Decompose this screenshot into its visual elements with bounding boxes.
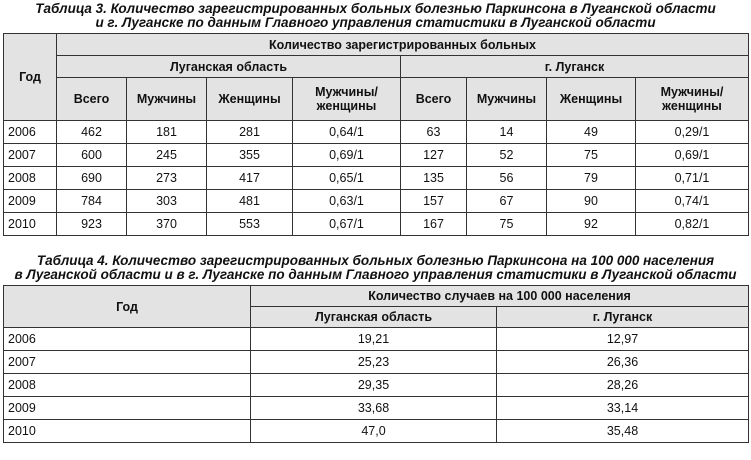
table3-value-cell: 0,82/1 (636, 213, 749, 236)
table3-value-cell: 127 (401, 144, 467, 167)
table4-year-cell: 2006 (4, 328, 251, 351)
table4-value-cell: 47,0 (251, 420, 497, 443)
table4-row (4, 328, 749, 351)
table3-value-cell: 67 (467, 190, 547, 213)
table3-value-cell: 167 (401, 213, 467, 236)
table4-year-cell: 2007 (4, 351, 251, 374)
table4-year-header: Год (4, 286, 251, 328)
table3-column-header: Мужчины (467, 78, 547, 121)
table3-value-cell: 0,69/1 (293, 144, 401, 167)
table3-value-cell: 417 (207, 167, 293, 190)
table3-row (4, 144, 749, 167)
table3-value-cell: 784 (57, 190, 127, 213)
table3-value-cell: 281 (207, 121, 293, 144)
table3-value-cell: 181 (127, 121, 207, 144)
table3-value-cell: 600 (57, 144, 127, 167)
table3-value-cell: 923 (57, 213, 127, 236)
table3-year-cell: 2010 (4, 213, 57, 236)
table3-value-cell: 0,65/1 (293, 167, 401, 190)
table3-value-cell: 690 (57, 167, 127, 190)
table3-value-cell: 0,29/1 (636, 121, 749, 144)
table3-value-cell: 63 (401, 121, 467, 144)
table3-value-cell: 56 (467, 167, 547, 190)
table3-value-cell: 52 (467, 144, 547, 167)
table4 (3, 285, 749, 443)
table4-value-cell: 29,35 (251, 374, 497, 397)
table3-row (4, 121, 749, 144)
table3-column-header: Мужчины (127, 78, 207, 121)
table3-value-cell: 245 (127, 144, 207, 167)
table3-value-cell: 0,69/1 (636, 144, 749, 167)
table4-caption-line2: в Луганской области и в г. Луганске по данным Главного управления статистики в Луганской области (14, 267, 737, 282)
table3-region-header: Луганская область (57, 56, 401, 78)
table4-year-cell: 2009 (4, 397, 251, 420)
table4-value-cell: 25,23 (251, 351, 497, 374)
table4-value-cell: 35,48 (497, 420, 749, 443)
table3-city-header: г. Луганск (401, 56, 749, 78)
table3-value-cell: 0,64/1 (293, 121, 401, 144)
table3-value-cell: 0,63/1 (293, 190, 401, 213)
table3-column-header: Всего (401, 78, 467, 121)
table3-caption-line2: и г. Луганске по данным Главного управления статистики в Луганской области (95, 15, 656, 30)
table4-row (4, 397, 749, 420)
table4-row (4, 420, 749, 443)
table3-value-cell: 0,74/1 (636, 190, 749, 213)
table3-value-cell: 355 (207, 144, 293, 167)
table3-year-cell: 2009 (4, 190, 57, 213)
table3-body (4, 121, 749, 236)
table4-value-cell: 12,97 (497, 328, 749, 351)
table3-year-cell: 2007 (4, 144, 57, 167)
table3-value-cell: 75 (547, 144, 636, 167)
table3-value-cell: 0,67/1 (293, 213, 401, 236)
table3-column-header: Всего (57, 78, 127, 121)
table3-year-cell: 2006 (4, 121, 57, 144)
table4-group-header: Количество случаев на 100 000 населения (251, 286, 749, 307)
table4-caption-line1: Таблица 4. Количество зарегистрированных больных болезнью Паркинсона на 100 000 населения (36, 253, 715, 268)
table3-year-header: Год (4, 34, 57, 121)
table3-value-cell: 553 (207, 213, 293, 236)
table3-value-cell: 273 (127, 167, 207, 190)
table3-year-cell: 2008 (4, 167, 57, 190)
table3-value-cell: 303 (127, 190, 207, 213)
table4-value-cell: 33,14 (497, 397, 749, 420)
table3-value-cell: 370 (127, 213, 207, 236)
table4-body (4, 328, 749, 443)
table3-column-header: Мужчины/ женщины (293, 78, 401, 121)
table3 (3, 33, 749, 236)
table3-column-header: Мужчины/ женщины (636, 78, 749, 121)
table3-row (4, 190, 749, 213)
table3-caption (0, 0, 751, 33)
table3-value-cell: 0,71/1 (636, 167, 749, 190)
table3-column-headers (4, 78, 749, 121)
table3-value-cell: 49 (547, 121, 636, 144)
table4-column-header: Луганская область (251, 307, 497, 328)
table4-value-cell: 19,21 (251, 328, 497, 351)
table4-value-cell: 26,36 (497, 351, 749, 374)
table3-caption-line1: Таблица 3. Количество зарегистрированных больных болезнью Паркинсона в Луганской области (35, 1, 716, 16)
table3-column-header: Женщины (547, 78, 636, 121)
table4-year-cell: 2008 (4, 374, 251, 397)
table3-group-header: Количество зарегистрированных больных (57, 34, 749, 56)
table4-row (4, 351, 749, 374)
table3-value-cell: 92 (547, 213, 636, 236)
table4-value-cell: 33,68 (251, 397, 497, 420)
table3-value-cell: 157 (401, 190, 467, 213)
table3-value-cell: 481 (207, 190, 293, 213)
table3-row (4, 213, 749, 236)
table3-row (4, 167, 749, 190)
table4-column-header: г. Луганск (497, 307, 749, 328)
table3-column-header: Женщины (207, 78, 293, 121)
table4-year-cell: 2010 (4, 420, 251, 443)
table3-value-cell: 462 (57, 121, 127, 144)
table4-value-cell: 28,26 (497, 374, 749, 397)
table4-caption (0, 251, 751, 285)
table3-value-cell: 135 (401, 167, 467, 190)
table3-value-cell: 14 (467, 121, 547, 144)
table4-row (4, 374, 749, 397)
table3-value-cell: 90 (547, 190, 636, 213)
table3-value-cell: 79 (547, 167, 636, 190)
table3-value-cell: 75 (467, 213, 547, 236)
